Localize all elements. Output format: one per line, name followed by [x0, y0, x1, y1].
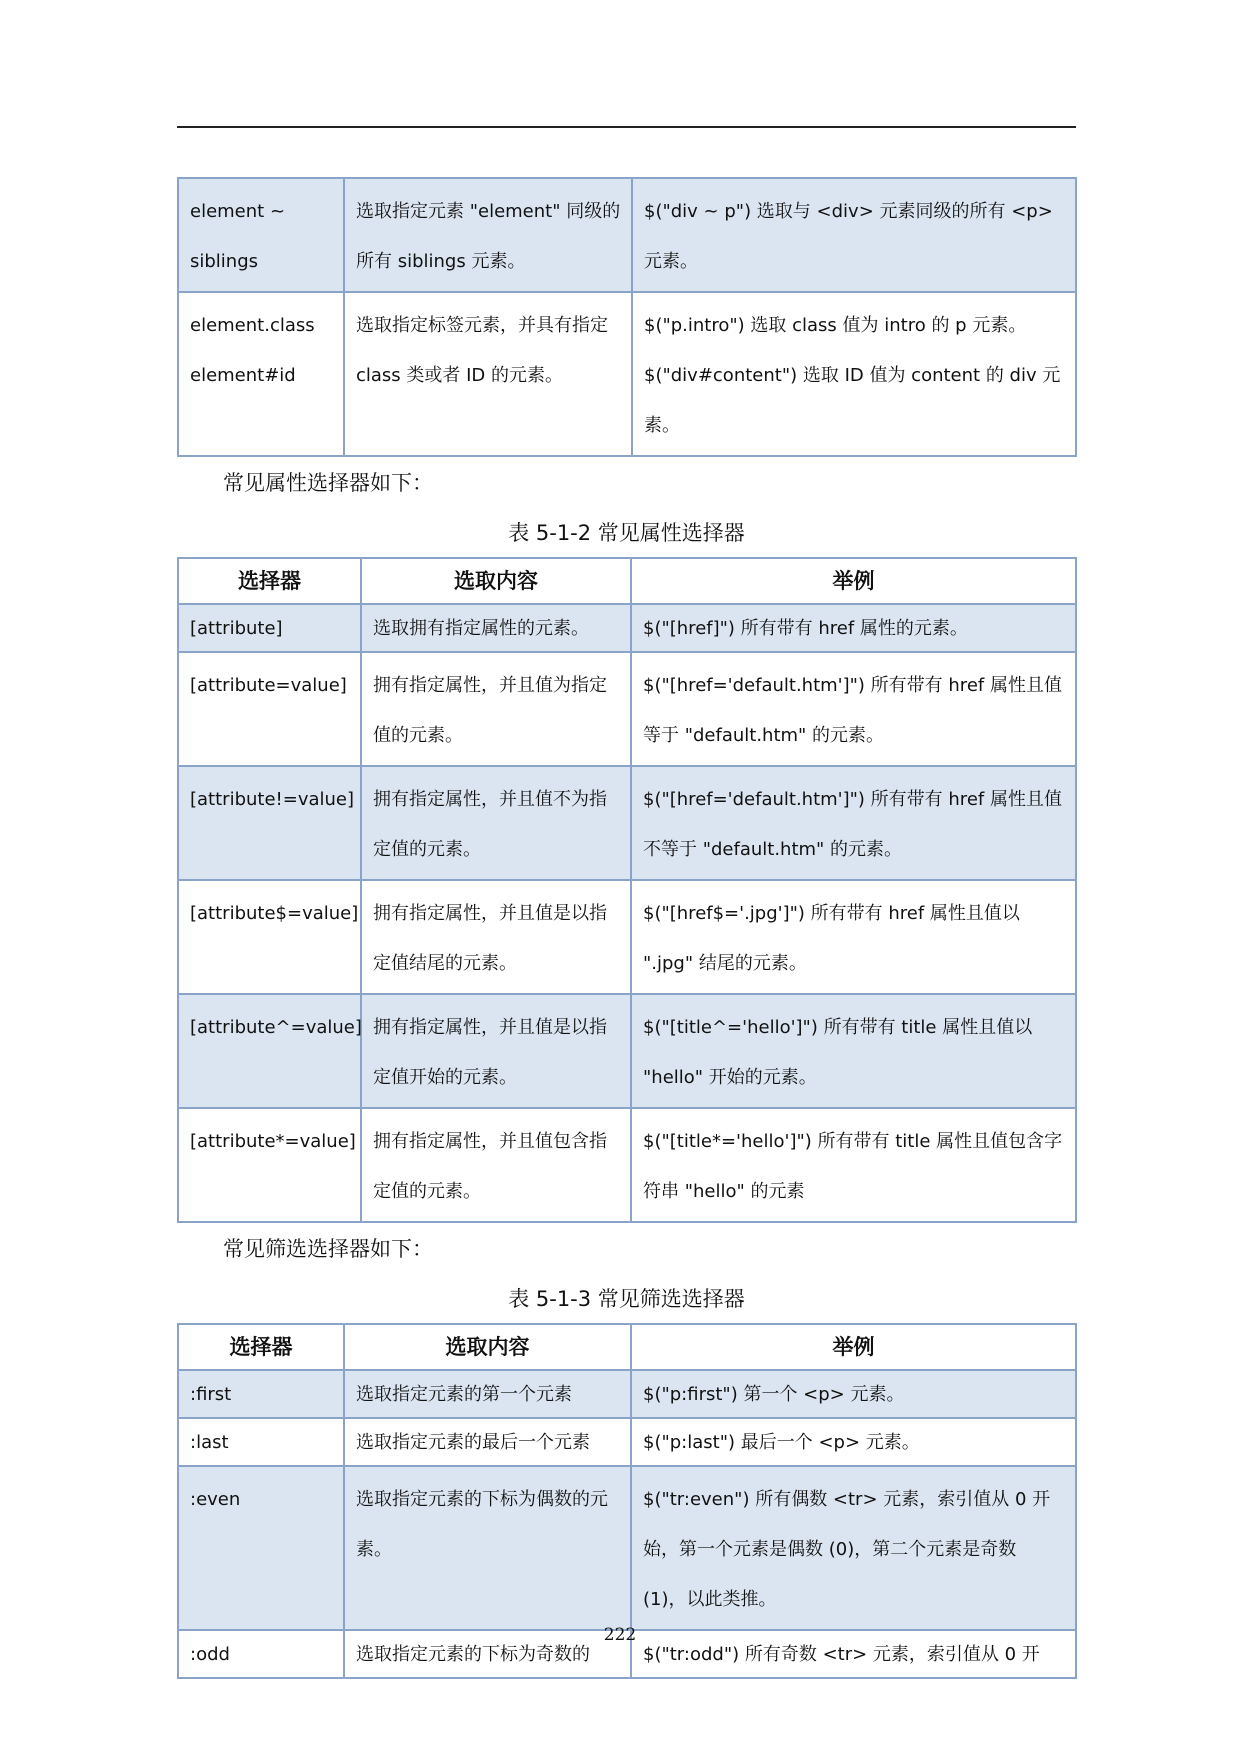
cell-example: $("p:first") 第一个 <p> 元素。	[631, 1370, 1076, 1418]
header-content: 选取内容	[361, 558, 631, 604]
table-caption-5-1-2: 表 5-1-2 常见属性选择器	[508, 521, 745, 545]
cell-example: $("tr:even") 所有偶数 <tr> 元素，索引值从 0 开始，第一个元素是偶数 (0)，第二个元素是奇数 (1)，以此类推。	[631, 1466, 1076, 1630]
table-row	[178, 1418, 1076, 1466]
table-row	[178, 1108, 1076, 1222]
page-content	[177, 177, 1076, 1679]
cell-selector: element ~ siblings	[178, 178, 344, 292]
cell-example: $("[href='default.htm']") 所有带有 href 属性且值不等于 "default.htm" 的元素。	[631, 766, 1076, 880]
table-row	[178, 604, 1076, 652]
cell-selector: [attribute^=value]	[178, 994, 361, 1108]
cell-selector: [attribute$=value]	[178, 880, 361, 994]
cell-description: 拥有指定属性，并且值是以指定值开始的元素。	[361, 994, 631, 1108]
cell-example: $("p.intro") 选取 class 值为 intro 的 p 元素。 $("div#content") 选取 ID 值为 content 的 div 元素。	[632, 292, 1076, 456]
cell-example: $("div ~ p") 选取与 <div> 元素同级的所有 <p> 元素。	[632, 178, 1076, 292]
header-example: 举例	[631, 1324, 1076, 1370]
cell-selector: [attribute=value]	[178, 652, 361, 766]
table-caption-5-1-3: 表 5-1-3 常见筛选选择器	[508, 1287, 745, 1311]
cell-example: $("tr:odd") 所有奇数 <tr> 元素，索引值从 0 开	[631, 1630, 1076, 1678]
table-row	[178, 178, 1076, 292]
cell-example: $("[title^='hello']") 所有带有 title 属性且值以 "hello" 开始的元素。	[631, 994, 1076, 1108]
header-selector: 选择器	[178, 558, 361, 604]
header-selector: 选择器	[178, 1324, 344, 1370]
cell-description: 选取指定元素 "element" 同级的所有 siblings 元素。	[344, 178, 632, 292]
cell-description: 选取拥有指定属性的元素。	[361, 604, 631, 652]
cell-description: 拥有指定属性，并且值为指定值的元素。	[361, 652, 631, 766]
cell-description: 拥有指定属性，并且值是以指定值结尾的元素。	[361, 880, 631, 994]
header-rule	[177, 126, 1076, 128]
cell-selector: :even	[178, 1466, 344, 1630]
table-header-row	[178, 1324, 1076, 1370]
cell-selector: [attribute]	[178, 604, 361, 652]
table-row	[178, 652, 1076, 766]
page-number: 222	[603, 1625, 637, 1645]
cell-selector: :last	[178, 1418, 344, 1466]
cell-example: $("p:last") 最后一个 <p> 元素。	[631, 1418, 1076, 1466]
cell-example: $("[href='default.htm']") 所有带有 href 属性且值等于 "default.htm" 的元素。	[631, 652, 1076, 766]
filter-selectors-intro: 常见筛选选择器如下：	[223, 1237, 433, 1261]
cell-description: 拥有指定属性，并且值包含指定值的元素。	[361, 1108, 631, 1222]
header-content: 选取内容	[344, 1324, 631, 1370]
cell-description: 选取指定标签元素，并具有指定 class 类或者 ID 的元素。	[344, 292, 632, 456]
cell-description: 选取指定元素的下标为奇数的	[344, 1630, 631, 1678]
cell-example: $("[href]") 所有带有 href 属性的元素。	[631, 604, 1076, 652]
cell-description: 选取指定元素的下标为偶数的元素。	[344, 1466, 631, 1630]
cell-example: $("[href$='.jpg']") 所有带有 href 属性且值以 ".jpg" 结尾的元素。	[631, 880, 1076, 994]
cell-selector: :odd	[178, 1630, 344, 1678]
cell-selector: element.class element#id	[178, 292, 344, 456]
attribute-selectors-intro: 常见属性选择器如下：	[223, 471, 433, 495]
cell-selector: :first	[178, 1370, 344, 1418]
table-row	[178, 292, 1076, 456]
header-example: 举例	[631, 558, 1076, 604]
cell-description: 拥有指定属性，并且值不为指定值的元素。	[361, 766, 631, 880]
table-row	[178, 766, 1076, 880]
table-header-row	[178, 558, 1076, 604]
cell-selector: [attribute*=value]	[178, 1108, 361, 1222]
table-row	[178, 1370, 1076, 1418]
cell-description: 选取指定元素的最后一个元素	[344, 1418, 631, 1466]
cell-description: 选取指定元素的第一个元素	[344, 1370, 631, 1418]
attribute-selector-table	[177, 557, 1077, 1223]
table-row	[178, 1466, 1076, 1630]
table-row	[178, 994, 1076, 1108]
cell-selector: [attribute!=value]	[178, 766, 361, 880]
table-row	[178, 880, 1076, 994]
cell-example: $("[title*='hello']") 所有带有 title 属性且值包含字符串 "hello" 的元素	[631, 1108, 1076, 1222]
selector-table-continued	[177, 177, 1077, 457]
